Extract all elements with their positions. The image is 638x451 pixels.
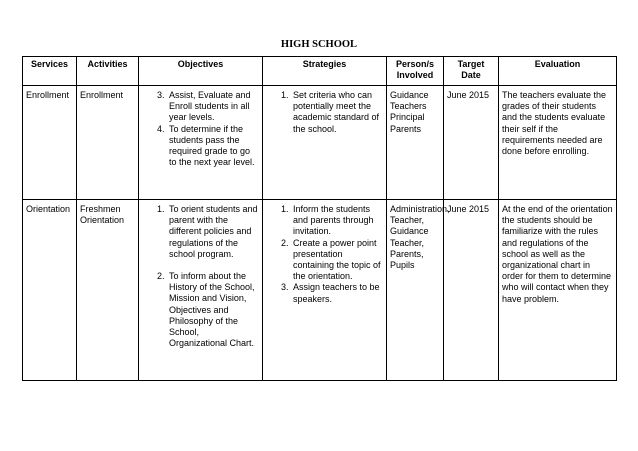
cell-objectives [139,200,263,381]
header-objectives: Objectives [139,57,263,86]
list-item: 2. To inform about the History of the School, Mission and Vision, Objectives and Philosophy of the School, Organizational Chart. [167,271,259,349]
list-item: 4. To determine if the students pass the required grade to go to the next year level. [167,124,259,169]
cell-objectives [139,86,263,200]
objectives-list [142,90,259,168]
strategies-list [266,90,383,135]
strategies-list [266,204,383,305]
cell-activity: Freshmen Orientation [77,200,139,381]
list-item: 1. To orient students and parent with the different policies and regulations of the school program. [167,204,259,260]
cell-target-date: June 2015 [444,86,499,200]
list-item: 3. Assist, Evaluate and Enroll students in all year levels. [167,90,259,124]
cell-service: Orientation [23,200,77,381]
cell-persons: Administration, Teacher, Guidance Teacher, Parents, Pupils [387,200,444,381]
table-header-row [23,57,617,86]
document-title: HIGH SCHOOL [280,39,358,50]
table-row [23,200,617,381]
list-item: 3. Assign teachers to be speakers. [291,282,383,304]
cell-service: Enrollment [23,86,77,200]
list-item: 1. Inform the students and parents through invitation. [291,204,383,238]
list-item: 1. Set criteria who can potentially meet the academic standard of the school. [291,90,383,135]
header-target-date: Target Date [444,57,499,86]
objectives-list [142,204,259,349]
header-activities: Activities [77,57,139,86]
cell-evaluation: The teachers evaluate the grades of their students and the students evaluate their self if the requirements needed are done before enrolling. [499,86,617,200]
header-services: Services [23,57,77,86]
services-plan-table [22,56,617,381]
cell-strategies [263,200,387,381]
list-item: 2. Create a power point presentation containing the topic of the orientation. [291,238,383,283]
cell-activity: Enrollment [77,86,139,200]
table-row [23,86,617,200]
header-evaluation: Evaluation [499,57,617,86]
cell-evaluation: At the end of the orientation the students should be familiarize with the rules and regulations of the school as well as the organizational chart in order for them to determine who will contact when they have problem. [499,200,617,381]
header-persons-involved: Person/s Involved [387,57,444,86]
cell-strategies [263,86,387,200]
header-strategies: Strategies [263,57,387,86]
cell-persons: Guidance Teachers Principal Parents [387,86,444,200]
cell-target-date: June 2015 [444,200,499,381]
